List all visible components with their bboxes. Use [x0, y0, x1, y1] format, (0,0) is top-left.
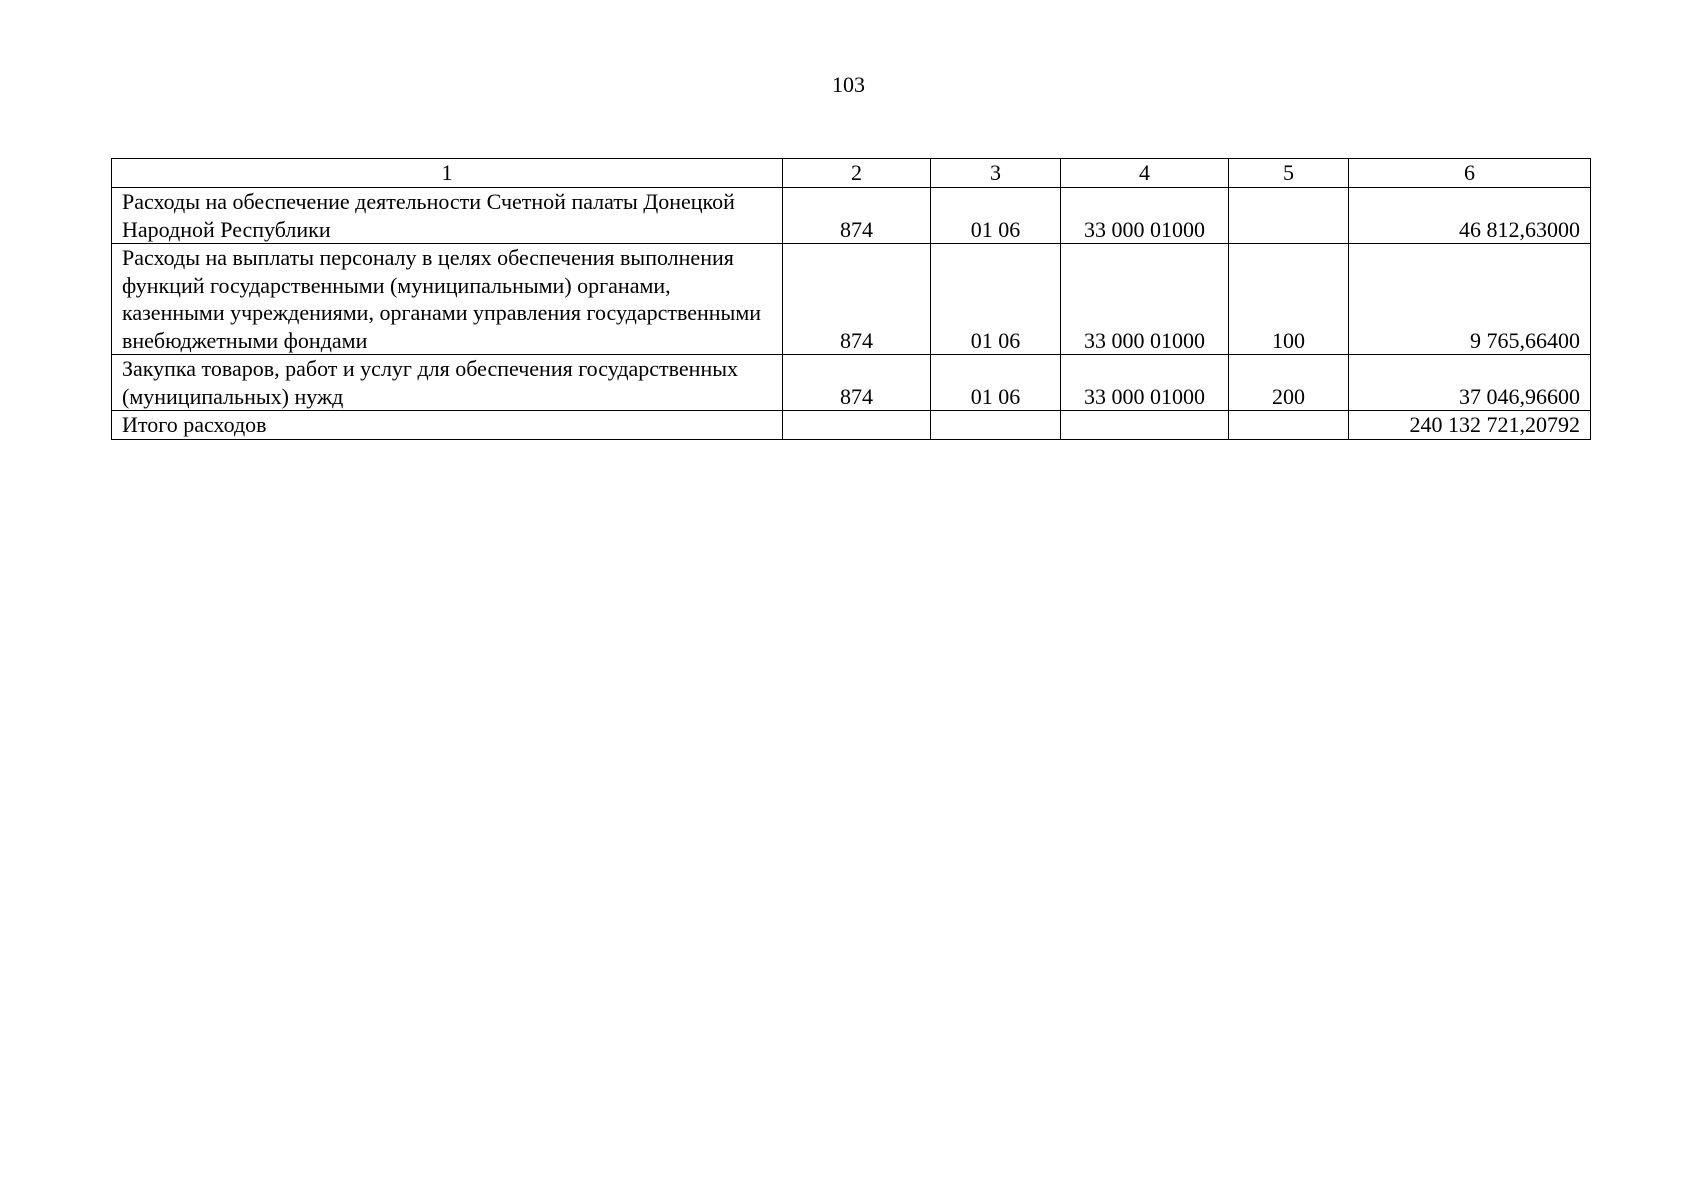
row-target-code: 33 000 01000 [1061, 355, 1229, 411]
budget-table [111, 158, 1591, 440]
row-ministry-code: 874 [783, 355, 931, 411]
table-row [112, 355, 1591, 411]
row-ministry-code: 874 [783, 188, 931, 244]
total-empty-cell [783, 411, 931, 440]
total-amount: 240 132 721,20792 [1349, 411, 1591, 440]
row-expense-type: 200 [1229, 355, 1349, 411]
table-header-row [112, 159, 1591, 188]
row-description: Закупка товаров, работ и услуг для обеспечения государственных (муниципальных) нужд [112, 355, 783, 411]
row-description: Расходы на обеспечение деятельности Счетной палаты Донецкой Народной Республики [112, 188, 783, 244]
row-section-code: 01 06 [931, 244, 1061, 355]
row-amount: 46 812,63000 [1349, 188, 1591, 244]
column-header-5: 5 [1229, 159, 1349, 188]
column-header-3: 3 [931, 159, 1061, 188]
row-target-code: 33 000 01000 [1061, 188, 1229, 244]
row-ministry-code: 874 [783, 244, 931, 355]
column-header-2: 2 [783, 159, 931, 188]
total-row [112, 411, 1591, 440]
table-row [112, 188, 1591, 244]
total-empty-cell [1061, 411, 1229, 440]
total-label: Итого расходов [112, 411, 783, 440]
row-description: Расходы на выплаты персоналу в целях обеспечения выполнения функций государственными (муниципальными) органами, казенными учреждениями, органами управления государственными внебюджетными фондами [112, 244, 783, 355]
column-header-4: 4 [1061, 159, 1229, 188]
page-number: 103 [832, 72, 865, 97]
total-empty-cell [931, 411, 1061, 440]
row-section-code: 01 06 [931, 188, 1061, 244]
table-row [112, 244, 1591, 355]
total-empty-cell [1229, 411, 1349, 440]
column-header-1: 1 [112, 159, 783, 188]
row-expense-type [1229, 188, 1349, 244]
row-target-code: 33 000 01000 [1061, 244, 1229, 355]
row-expense-type: 100 [1229, 244, 1349, 355]
column-header-6: 6 [1349, 159, 1591, 188]
row-section-code: 01 06 [931, 355, 1061, 411]
row-amount: 9 765,66400 [1349, 244, 1591, 355]
row-amount: 37 046,96600 [1349, 355, 1591, 411]
